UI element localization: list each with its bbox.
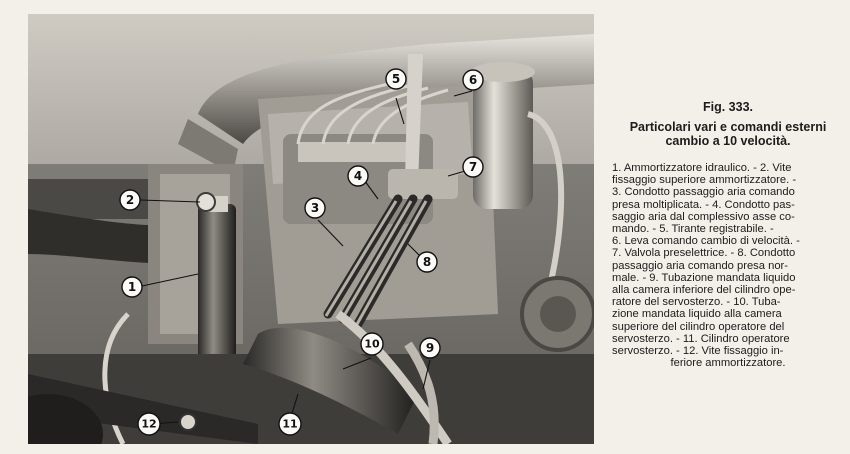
svg-text:10: 10 bbox=[364, 337, 380, 351]
lower-bolt bbox=[180, 414, 196, 430]
callout-10 bbox=[361, 333, 383, 355]
legend-line: superiore del cilindro operatore del bbox=[612, 320, 785, 333]
callout-4 bbox=[348, 166, 368, 186]
legend-line: 7. Valvola preselettrice. - 8. Condotto bbox=[612, 247, 796, 260]
figure-number: Fig. 333. bbox=[702, 100, 754, 114]
callout-7 bbox=[463, 157, 483, 177]
legend-line: servosterzo. - 12. Vite fissaggio in- bbox=[612, 345, 784, 358]
legend-line: passaggio aria comando presa nor- bbox=[612, 259, 788, 272]
legend-line: 1. Ammortizzatore idraulico. - 2. Vite bbox=[612, 162, 792, 174]
svg-text:8: 8 bbox=[422, 255, 432, 269]
callout-5 bbox=[386, 69, 406, 89]
legend-line: zione mandata liquido alla camera bbox=[612, 308, 782, 321]
callout-3 bbox=[305, 198, 325, 218]
legend-line: feriore ammortizzatore. bbox=[670, 357, 786, 370]
callout-1 bbox=[122, 277, 142, 297]
figure-caption bbox=[612, 100, 844, 369]
figure-title-line-2: cambio a 10 velocità. bbox=[665, 134, 791, 148]
preselector-valve bbox=[388, 169, 458, 199]
legend-line: saggio aria dal complessivo asse co- bbox=[612, 210, 795, 223]
engine-photograph bbox=[28, 14, 594, 444]
svg-text:5: 5 bbox=[391, 72, 401, 86]
svg-text:3: 3 bbox=[310, 201, 320, 215]
callout-6 bbox=[463, 70, 483, 90]
filter-canister bbox=[473, 69, 533, 209]
legend-line: servosterzo. - 11. Cilindro operatore bbox=[612, 332, 790, 345]
svg-text:6: 6 bbox=[468, 73, 478, 87]
figure-title-line-1: Particolari vari e comandi esterni bbox=[629, 120, 827, 134]
callout-9 bbox=[420, 338, 440, 358]
figure-title bbox=[612, 120, 844, 148]
callout-12 bbox=[138, 413, 160, 435]
legend-line: ratore del servosterzo. - 10. Tuba- bbox=[612, 296, 781, 309]
svg-text:2: 2 bbox=[125, 193, 135, 207]
legend-line: fissaggio superiore ammortizzatore. - bbox=[612, 174, 797, 187]
engine-illustration bbox=[28, 14, 594, 444]
svg-text:9: 9 bbox=[425, 341, 435, 355]
legend-line: presa moltiplicata. - 4. Condotto pas- bbox=[612, 198, 795, 211]
svg-text:4: 4 bbox=[353, 169, 363, 183]
legend-line: alla camera inferiore del cilindro ope- bbox=[612, 284, 796, 297]
callout-2 bbox=[120, 190, 140, 210]
legend-line: male. - 9. Tubazione mandata liquido bbox=[612, 271, 796, 284]
callout-11 bbox=[279, 413, 301, 435]
figure-legend bbox=[612, 162, 844, 369]
legend-line: mando. - 5. Tirante registrabile. - bbox=[612, 223, 774, 236]
callout-8 bbox=[417, 252, 437, 272]
legend-line: 3. Condotto passaggio aria comando bbox=[612, 186, 795, 199]
svg-text:1: 1 bbox=[127, 280, 137, 294]
legend-line: 6. Leva comando cambio di velocità. - bbox=[612, 235, 800, 248]
svg-text:7: 7 bbox=[468, 160, 478, 174]
svg-text:11: 11 bbox=[282, 417, 298, 431]
svg-text:12: 12 bbox=[141, 417, 157, 431]
